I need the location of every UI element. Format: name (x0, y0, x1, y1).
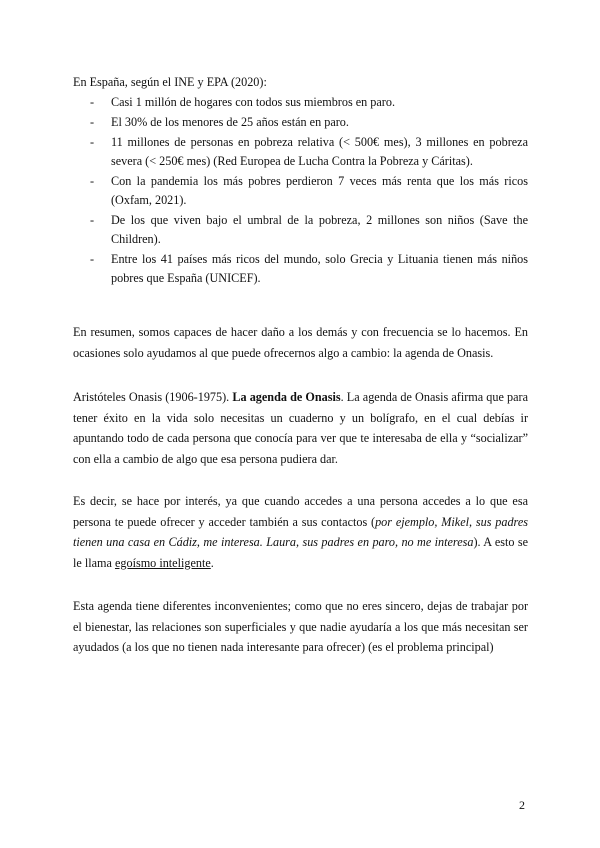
interest-mid: ). A esto se le llama (73, 535, 528, 570)
list-item-text: El 30% de los menores de 25 años están en paro. (111, 115, 349, 129)
interest-lead: Es decir, se hace por interés, ya que cuando accedes a una persona accedes a lo que esa persona te puede ofrecer y acceder también a sus contactos ( (73, 494, 528, 529)
list-item-text: 11 millones de personas en pobreza relativa (< 500€ mes), 3 millones en pobreza severa (< 250€ mes) (Red Europea de Lucha Contra la Pobreza y Cáritas). (111, 135, 528, 168)
bullet-dash: - (90, 213, 95, 227)
list-item-text: Entre los 41 países más ricos del mundo, solo Grecia y Lituania tienen más niños pobres que España (UNICEF). (111, 252, 528, 285)
list-item-text: Con la pandemia los más pobres perdieron 7 veces más renta que los más ricos (Oxfam, 2021). (111, 174, 528, 207)
list-item-text: De los que viven bajo el umbral de la pobreza, 2 millones son niños (Save the Children). (111, 213, 528, 246)
bullet-dash: - (90, 174, 95, 188)
bullet-dash: - (90, 252, 95, 266)
bullet-dash: - (90, 95, 95, 109)
interest-end: . (210, 555, 214, 570)
intro-line: En España, según el INE y EPA (2020): (73, 75, 267, 89)
bullet-dash: - (90, 135, 95, 149)
egoismo-term: egoísmo inteligente (114, 555, 211, 570)
drawbacks-paragraph: Esta agenda tiene diferentes inconvenientes; como que no eres sincero, dejas de trabajar por el bienestar, las relaciones son superficiales y que nadie ayudaría a los que más necesitan ser ayudados (a los que no tienen nada interesante para ofrecer) (es el problema principal) (73, 599, 528, 654)
list-item-text: Casi 1 millón de hogares con todos sus miembros en paro. (111, 95, 395, 109)
summary-paragraph: En resumen, somos capaces de hacer daño a los demás y con frecuencia se lo hacemos. En ocasiones solo ayudamos al que puede ofrecernos algo a cambio: la agenda de Onasis. (73, 325, 528, 360)
list-item (73, 250, 528, 288)
list-item (73, 172, 528, 210)
list-item (73, 211, 528, 249)
onasis-paragraph (73, 387, 528, 469)
interest-paragraph (73, 491, 528, 573)
list-item (73, 133, 528, 171)
interest-example: por ejemplo, Mikel, sus padres tienen una casa en Cádiz, me interesa. Laura, sus padres en paro, no me interesa (73, 514, 528, 549)
page-number: 2 (519, 798, 525, 812)
list-item (73, 113, 528, 132)
statistics-list (73, 93, 528, 289)
list-item (73, 93, 528, 112)
onasis-bold-title: La agenda de Onasis (232, 390, 341, 404)
bullet-dash: - (90, 115, 95, 129)
onasis-lead: Aristóteles Onasis (1906-1975). (73, 390, 233, 404)
onasis-rest: . La agenda de Onasis afirma que para tener éxito en la vida solo necesitas un cuaderno y un bolígrafo, en el cual debías ir apuntando todo de cada persona que conocía para ver que te interesaba de ella y “socializar” con ella a cambio de algo que esa persona pudiera dar. (73, 390, 528, 466)
